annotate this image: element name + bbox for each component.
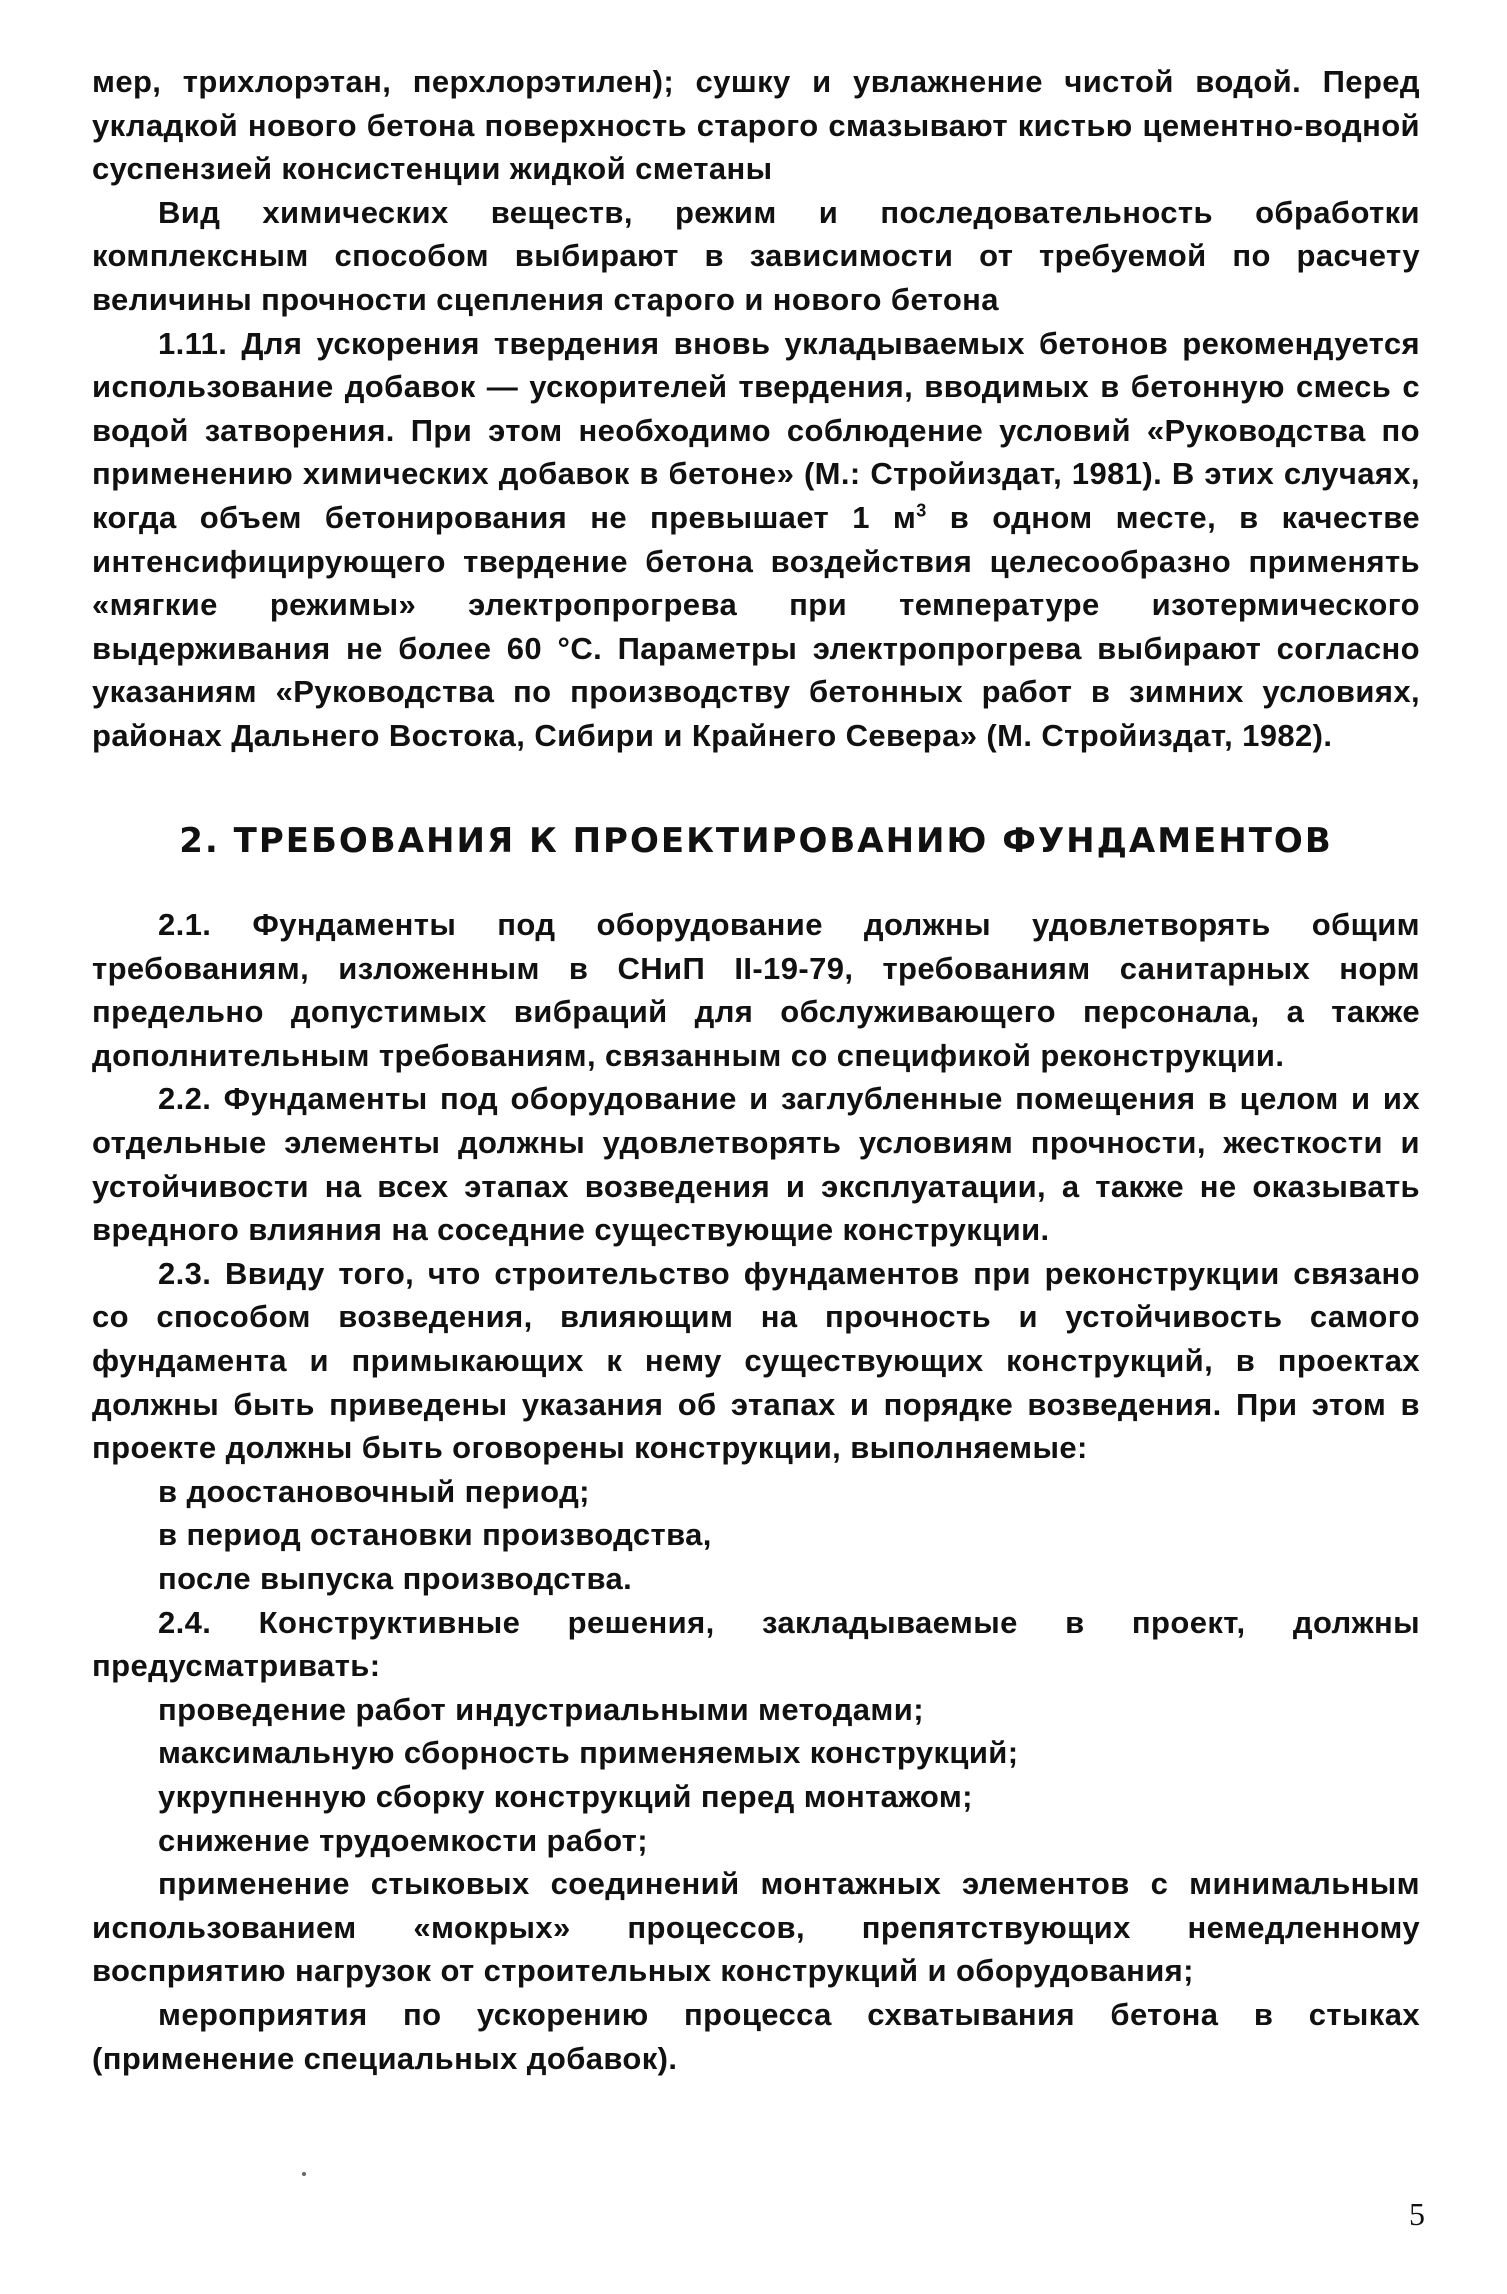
paragraph-2-3 — [92, 1252, 1420, 1470]
paragraph-2-4 — [92, 1601, 1420, 1688]
paragraph-2-3-text: Ввиду того, что строительство фундаментов при реконструкции связано со способом возведения, влияющим на прочность и устойчивость самого фундамента и примыкающих к нему существующих конструкций, в проектах должны быть приведены указания об этапах и порядке возведения. При этом в проекте должны быть оговорены конструкции, выполняемые: — [92, 1255, 1420, 1466]
clause-number-2-2: 2.2. — [158, 1081, 212, 1117]
document-page — [92, 60, 1420, 2080]
paragraph-2-1 — [92, 903, 1420, 1077]
list-item: в период остановки производства, — [158, 1517, 712, 1553]
superscript-cubic: 3 — [916, 500, 927, 521]
paragraph-2-2-text: Фундаменты под оборудование и заглубленные помещения в целом и их отдельные элементы должны удовлетворять условиям прочности, жесткости и устойчивости на всех этапах возведения и эксплуатации, а также не оказывать вредного влияния на соседние существующие конструкции. — [92, 1081, 1420, 1248]
list-item: снижение трудоемкости работ; — [158, 1822, 648, 1858]
clause-number-2-1: 2.1. — [158, 907, 212, 943]
list-item: проведение работ индустриальными методами; — [158, 1691, 924, 1727]
list-item: укрупненную сборку конструкций перед монтажом; — [158, 1778, 973, 1814]
clause-number-1-11: 1.11. — [158, 325, 228, 361]
paragraph-1-11 — [92, 322, 1420, 758]
section-heading: 2. ТРЕБОВАНИЯ К ПРОЕКТИРОВАНИЮ ФУНДАМЕНТОВ — [179, 820, 1333, 861]
paragraph-1-11-text-a: Для ускорения твердения вновь укладываемых бетонов рекомендуется использование добавок — ускорителей твердения, вводимых в бетонную смесь с водой затворения. При этом необходимо соблюдение условий «Руководства по применению химических добавок в бетоне» (М.: Стройиздат, 1981). В этих случаях, когда объем бетонирования не превышает 1 м — [92, 325, 1420, 535]
paragraph-2-4-text: Конструктивные решения, закладываемые в проект, должны предусматривать: — [92, 1604, 1420, 1684]
clause-number-2-4: 2.4. — [158, 1604, 212, 1640]
print-speck — [302, 2172, 306, 2176]
list-item: максимальную сборность применяемых конструкций; — [158, 1735, 1019, 1771]
list-item: мероприятия по ускорению процесса схватывания бетона в стыках (применение специальных добавок). — [92, 1996, 1420, 2076]
paragraph-intro-continuation: мер, трихлорэтан, перхлорэтилен); сушку и увлажнение чистой водой. Перед укладкой нового бетона поверхность старого смазывают кистью цементно-водной суспензией консистенции жидкой сметаны — [92, 64, 1420, 187]
list-item: после выпуска производства. — [158, 1561, 633, 1596]
clause-number-2-3: 2.3. — [158, 1255, 212, 1291]
list-item: применение стыковых соединений монтажных элементов с минимальным использованием «мокрых» процессов, препятствующих немедленному восприятию нагрузок от строительных конструкций и оборудования; — [92, 1866, 1420, 1989]
page-number: 5 — [1409, 2196, 1425, 2232]
paragraph-2-1-text: Фундаменты под оборудование должны удовлетворять общим требованиям, изложенным в СНиП II-19-79, требованиям санитарных норм предельно допустимых вибраций для обслуживающего персонала, а также дополнительным требованиям, связанным со спецификой реконструкции. — [92, 907, 1420, 1073]
list-item: в доостановочный период; — [158, 1473, 590, 1509]
paragraph-chemical-treatment: Вид химических веществ, режим и последовательность обработки комплексным способом выбирают в зависимости от требуемой по расчету величины прочности сцепления старого и нового бетона — [92, 194, 1420, 317]
paragraph-1-11-text-b: в одном месте, в качестве интенсифицирующего твердение бетона воздействия целесообразно применять «мягкие режимы» электропрогрева при температуре изотермического выдерживания не более 60 °С. Параметры электропрогрева выбирают согласно указаниям «Руководства по производству бетонных работ в зимних условиях, районах Дальнего Востока, Сибири и Крайнего Севера» (М. Стройиздат, 1982). — [92, 499, 1420, 753]
paragraph-2-2 — [92, 1077, 1420, 1251]
